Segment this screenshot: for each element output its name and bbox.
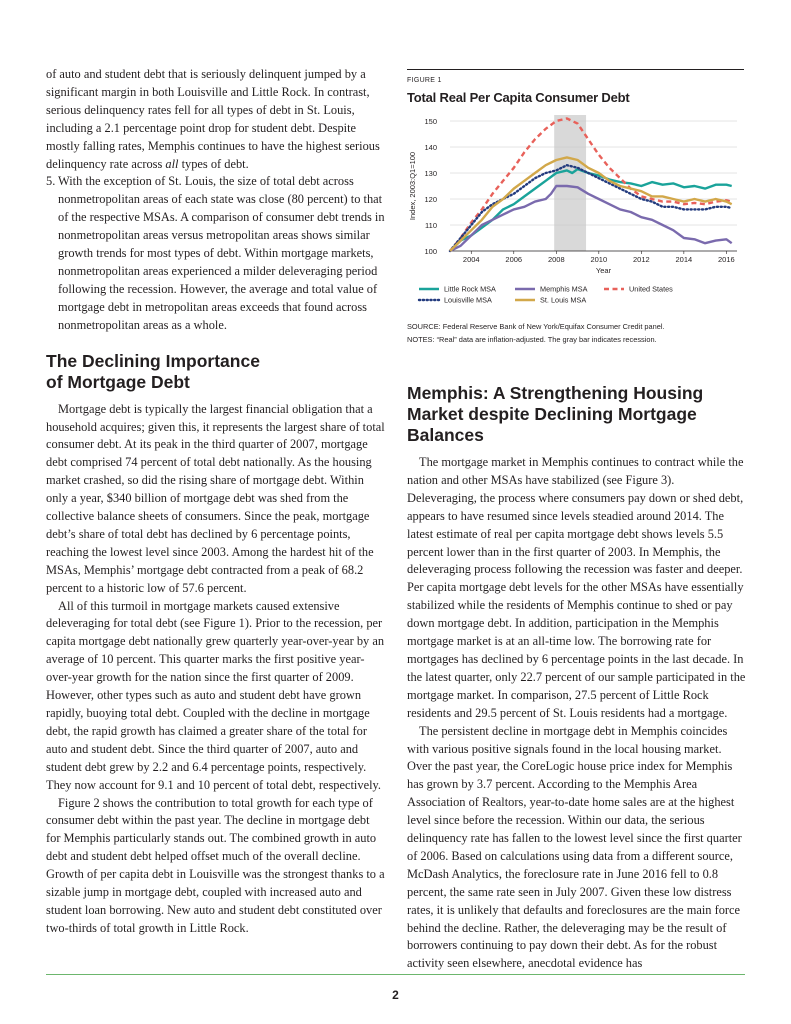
- x-tick-label: 2016: [718, 255, 735, 264]
- section-heading-memphis: Memphis: A Strengthening Housing Market despite Declining Mortgage Balances: [407, 383, 704, 445]
- chart-title: Total Real Per Capita Consumer Debt: [407, 90, 630, 105]
- y-axis-label: Index, 2003:Q1=100: [408, 151, 417, 221]
- figure-notes: NOTES: “Real” data are inflation-adjusted. The gray bar indicates recession.: [407, 335, 657, 344]
- legend-label: Louisville MSA: [444, 295, 492, 305]
- x-tick-label: 2014: [675, 255, 693, 264]
- y-tick-label: 120: [424, 195, 437, 204]
- footer-rule: [46, 974, 745, 975]
- x-tick-label: 2010: [590, 255, 608, 264]
- recession-band: [554, 115, 586, 251]
- x-tick-label: 2004: [462, 255, 480, 264]
- paragraph: The mortgage market in Memphis continues to contract while the nation and other MSAs have stabilized (see Figure 3). Deleveraging, the process where consumers pay down or shed debt, appears to have resumed since levels steadied around 2014. The latest estimate of real per capita mortgage debt shows levels 5.5 percent lower than in the first quarter of 2003. In Memphis, the deleveraging process following the recession was faster and deeper. Per capita mortgage debt levels for the other MSAs have essentially stabilized while the residents of Memphis continue to shed or pay down mortgage debt. In addition, participation in the Memphis mortgage market is at an all-time low. The borrowing rate for mortgages has declined by 6 percentage points in the last decade. In the latest quarter, only 22.7 percent of our sample participated in the mortgage market. In comparison, 27.5 percent of Little Rock residents and 29.5 percent of St. Louis residents had a mortgage.: [407, 455, 746, 720]
- legend-label: Memphis MSA: [540, 284, 588, 294]
- y-tick-label: 150: [424, 117, 437, 126]
- legend-label: St. Louis MSA: [540, 295, 587, 305]
- x-tick-label: 2012: [632, 255, 650, 264]
- figure-rule: [407, 69, 744, 70]
- section-heading-mortgage: The Declining Importance of Mortgage Debt: [46, 350, 260, 392]
- series-line: [450, 118, 732, 251]
- y-tick-label: 130: [424, 169, 437, 178]
- paragraph: Mortgage debt is typically the largest financial obligation that a household acquires; given this, it represents the largest share of total consumer debt. At its peak in the third quarter of 2007, mortgage debt comprised 74 percent of total debt nationally. As the housing market crashed, so did the rising share of mortgage debt. Within only a year, $340 billion of mortgage debt was shed from the collective balance sheets of consumers. Since the peak, mortgage debt’s share of total debt has declined by 6 percentage points, reaching the lowest level since 2003. Among the hardest hit of the MSAs, Memphis’ mortgage debt contracted from a peak of 68.2 percent to a historic low of 57.6 percent.: [46, 401, 385, 595]
- y-tick-label: 140: [424, 143, 437, 152]
- figure-label: FIGURE 1: [407, 77, 442, 84]
- left-column: [46, 66, 386, 938]
- list-number: 5.: [46, 174, 56, 189]
- paragraph: All of this turmoil in mortgage markets caused extensive deleveraging for total debt (see Figure 1). Prior to the recession, per capita mortgage debt nationally grew quarterly year-over-year by an average of 10 percent. This quarter marks the first positive year-over-year growth for the nation since the first quarter of 2009. However, other types such as auto and student debt have grown rapidly, buoying total debt. Coupled with the decline in mortgage debt, the rapid growth has claimed a greater share of the total for auto and student debt. Since the third quarter of 2007, auto and student debt grew by 2.2 and 6.4 percentage points, respectively. They now account for 9.1 and 10 percent of total debt, respectively.: [46, 598, 385, 792]
- y-tick-label: 110: [425, 221, 437, 230]
- y-tick-label: 100: [424, 247, 437, 256]
- figure-1: [407, 69, 744, 345]
- series-line: [450, 157, 732, 251]
- legend-label: United States: [629, 284, 673, 294]
- paragraph: The persistent decline in mortgage debt in Memphis coincides with various positive signals found in the local housing market. Over the past year, the CoreLogic house price index for Memphis has grown by 3.7 percent. According to the Memphis Area Association of Realtors, year-to-date home sales are at the highest level since before the recession. Within our data, the serious delinquency rate has fallen to the lowest level since the first quarter of 2006. Based on calculations using data from a different source, McDash Analytics, the foreclosure rate in June 2016 fell to 0.8 percent, the same rate seen in July 2007. Given these low distress rates, it is unlikely that defaults and foreclosures are the main force behind the decline. Rather, the deleveraging may be the result of borrowers continuing to pay down their debt. As for the robust activity seen elsewhere, anecdotal evidence has: [407, 723, 742, 971]
- x-axis-label: Year: [595, 266, 612, 275]
- list-item-5: [46, 173, 386, 334]
- x-tick-label: 2006: [505, 255, 523, 264]
- continued-paragraph: of auto and student debt that is seriously delinquent jumped by a significant margin in both Louisville and Little Rock. In contrast, serious delinquency rates fell for all types of debt in St. Louis, including a 2.1 percentage point drop for student debt. Despite mostly falling rates, Memphis continues to have the highest serious delinquency rate across all types of debt.: [46, 67, 380, 171]
- paragraph: Figure 2 shows the contribution to total growth for each type of consumer debt within the past year. The decline in mortgage debt for Memphis particularly stands out. The combined growth in auto debt and student debt helped offset much of the overall decline. Growth of per capita debt in Louisville was the strongest thanks to a sizable jump in mortgage debt, coupled with increased auto and student loan borrowing. New auto and student debt constituted over two-thirds of total growth in Little Rock.: [46, 795, 385, 935]
- x-tick-label: 2008: [547, 255, 565, 264]
- legend-label: Little Rock MSA: [444, 284, 496, 294]
- line-chart: [407, 109, 744, 319]
- page-number: 2: [392, 988, 399, 1002]
- list-item-text: With the exception of St. Louis, the size of total debt across nonmetropolitan areas of each state was close (80 percent) to that of the respective MSAs. A comparison of consumer debt trends in nonmetropolitan areas versus metropolitan areas shows similar growth trends for most types of debt. Within mortgage markets, nonmetropolitan areas experienced a milder deleveraging period following the recession. However, the average and total value of mortgage debt in metropolitan areas exceeds that found across nonmetropolitan areas as a whole.: [58, 174, 385, 332]
- right-column: [407, 383, 747, 973]
- figure-source: SOURCE: Federal Reserve Bank of New York/Equifax Consumer Credit panel.: [407, 322, 665, 331]
